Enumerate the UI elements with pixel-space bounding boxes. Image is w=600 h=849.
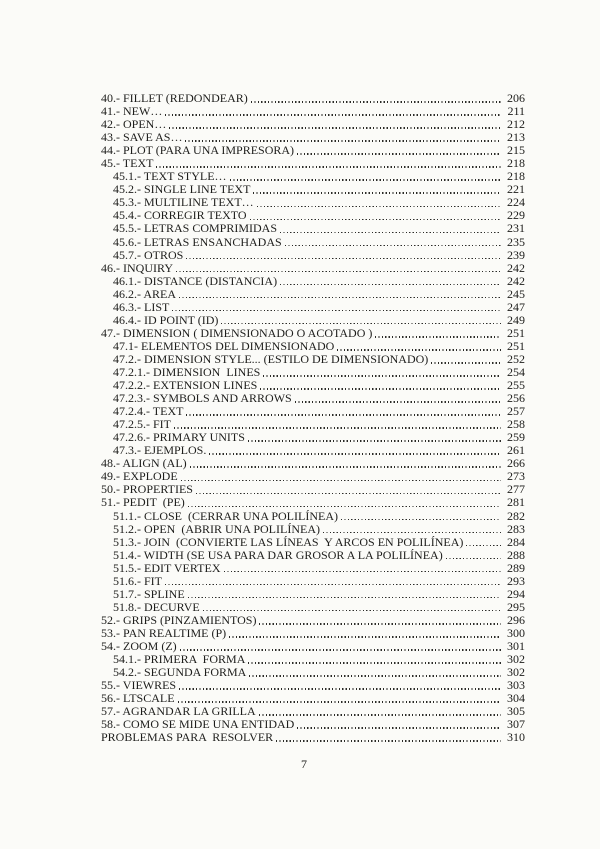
toc-leader-dots [246, 666, 504, 679]
toc-entry-page-number: 258 [507, 417, 525, 432]
toc-entry-label: 54.- ZOOM (Z) [101, 638, 177, 653]
toc-entry-page-number: 239 [507, 247, 525, 262]
toc-entry [101, 496, 525, 509]
toc-entry [101, 601, 525, 614]
toc-entry [101, 588, 525, 601]
toc-leader-dots [227, 170, 504, 183]
toc-entry-label: 46.- INQUIRY [101, 260, 173, 275]
toc-entry-page-number: 224 [507, 195, 525, 210]
toc-entry-label: 50.- PROPERTIES [101, 482, 193, 497]
toc-leader-dots [372, 327, 504, 340]
toc-entry-label: 45.3.- MULTILINE TEXT… [113, 195, 254, 210]
toc-entry-page-number: 305 [507, 704, 525, 719]
toc-entry-page-number: 301 [507, 638, 525, 653]
toc-entry-label: 45.- TEXT [101, 156, 154, 171]
toc-entry-label: 51.2.- OPEN (ABRIR UNA POLILÍNEA) [113, 521, 320, 536]
toc-entry-label: 47.2.3.- SYMBOLS AND ARROWS [113, 391, 292, 406]
toc-entry-page-number: 235 [507, 234, 525, 249]
toc-leader-dots [245, 653, 504, 666]
toc-entry-page-number: 304 [507, 691, 525, 706]
toc-leader-dots [185, 588, 504, 601]
toc-leader-dots [187, 457, 504, 470]
toc-entry-page-number: 255 [507, 378, 525, 393]
toc-leader-dots [248, 92, 504, 105]
toc-entry-label: 47.2.6.- PRIMARY UNITS [113, 430, 245, 445]
toc-entry-label: 51.7.- SPLINE [113, 586, 185, 601]
toc-entry [101, 144, 525, 157]
toc-entry-page-number: 242 [507, 260, 525, 275]
toc-entry-label: 53.- PAN REALTIME (P) [101, 625, 227, 640]
toc-entry-label: 46.4.- ID POINT (ID) [113, 312, 219, 327]
toc-entry-label: 43.- SAVE AS… [101, 130, 183, 145]
toc-leader-dots [166, 118, 504, 131]
toc-leader-dots [277, 222, 504, 235]
toc-leader-dots [182, 131, 504, 144]
toc-leader-dots [292, 392, 504, 405]
toc-entry-label: 47.2.2.- EXTENSION LINES [113, 378, 258, 393]
toc-leader-dots [200, 601, 504, 614]
toc-entry-label: 40.- FILLET (REDONDEAR) [101, 91, 248, 105]
toc-entry-label: 51.6.- FIT [113, 573, 162, 588]
toc-entry-page-number: 293 [507, 573, 525, 588]
toc-entry-label: 56.- LTSCALE [101, 691, 175, 706]
toc-entry-page-number: 283 [507, 521, 525, 536]
toc-leader-dots [338, 510, 504, 523]
toc-entry [101, 236, 525, 249]
toc-entry [101, 575, 525, 588]
toc-leader-dots [173, 262, 504, 275]
toc-entry-page-number: 218 [507, 156, 525, 171]
toc-entry-page-number: 277 [507, 482, 525, 497]
toc-entry-label: 54.1.- PRIMERA FORMA [113, 652, 246, 667]
toc-entry-page-number: 231 [507, 221, 525, 236]
toc-leader-dots [162, 105, 504, 118]
toc-entry-label: 41.- NEW… [101, 104, 163, 119]
toc-entry-page-number: 273 [507, 469, 525, 484]
toc-leader-dots [169, 301, 504, 314]
toc-entry [101, 222, 525, 235]
toc-leader-dots [177, 640, 504, 653]
toc-entry-label: 51.1.- CLOSE (CERRAR UNA POLILÍNEA) [113, 508, 338, 523]
toc-entry-page-number: 303 [507, 678, 525, 693]
toc-entry-page-number: 249 [507, 312, 525, 327]
toc-entry-page-number: 288 [507, 547, 525, 562]
toc-leader-dots [193, 483, 504, 496]
toc-entry [101, 627, 525, 640]
toc-entry-label: 47.- DIMENSION ( DIMENSIONADO O ACOTADO ) [101, 325, 373, 340]
toc-entry-page-number: 213 [507, 130, 525, 145]
toc-entry-page-number: 254 [507, 364, 525, 379]
toc-leader-dots [334, 340, 504, 353]
toc-leader-dots [282, 236, 504, 249]
toc-entry-label: 55.- VIEWRES [101, 678, 177, 693]
toc-entry-label: 46.2.- AREA [113, 286, 176, 301]
toc-leader-dots [175, 692, 504, 705]
toc-entry-page-number: 242 [507, 273, 525, 288]
toc-entry-label: 47.2.5.- FIT [113, 417, 171, 432]
toc-entry-label: 51.5.- EDIT VERTEX [113, 560, 221, 575]
toc-entry-label: 45.4.- CORREGIR TEXTO [113, 208, 247, 223]
toc-entry [101, 262, 525, 275]
toc-leader-dots [185, 496, 504, 509]
toc-entry-label: PROBLEMAS PARA RESOLVER [101, 730, 274, 745]
toc-entry-label: 47.1- ELEMENTOS DEL DIMENSIONADO [113, 338, 335, 353]
toc-entry-page-number: 251 [507, 338, 525, 353]
toc-entry-label: 51.3.- JOIN (CONVIERTE LAS LÍNEAS Y ARCOS EN POLILÍNEA) [113, 534, 464, 549]
toc-entry [101, 105, 525, 118]
toc-leader-dots [428, 353, 504, 366]
toc-entry-page-number: 266 [507, 456, 525, 471]
toc-entry-page-number: 296 [507, 612, 525, 627]
toc-entry [101, 92, 525, 105]
toc-leader-dots [443, 549, 504, 562]
toc-entry [101, 157, 525, 170]
toc-entry-label: 54.2.- SEGUNDA FORMA [113, 665, 247, 680]
toc-leader-dots [273, 731, 504, 744]
toc-entry-page-number: 247 [507, 299, 525, 314]
toc-entry-page-number: 261 [507, 443, 525, 458]
toc-entry-label: 51.8.- DECURVE [113, 599, 200, 614]
toc-entry-page-number: 251 [507, 325, 525, 340]
toc-entry-page-number: 212 [507, 117, 525, 132]
toc-entry-label: 45.5.- LETRAS COMPRIMIDAS [113, 221, 278, 236]
toc-leader-dots [245, 431, 504, 444]
toc-leader-dots [178, 470, 504, 483]
toc-leader-dots [183, 249, 504, 262]
toc-leader-dots [153, 157, 504, 170]
toc-entry-label: 57.- AGRANDAR LA GRILLA [101, 704, 256, 719]
toc-entry [101, 301, 525, 314]
toc-leader-dots [260, 366, 504, 379]
toc-entry-page-number: 307 [507, 717, 525, 732]
toc-entry-page-number: 300 [507, 625, 525, 640]
toc-entry [101, 731, 525, 744]
toc-leader-dots [294, 144, 504, 157]
toc-entry-page-number: 259 [507, 430, 525, 445]
toc-entry-page-number: 294 [507, 586, 525, 601]
toc-entry [101, 510, 525, 523]
toc-entry [101, 562, 525, 575]
toc-leader-dots [256, 705, 504, 718]
toc-entry-page-number: 302 [507, 652, 525, 667]
toc-entry-label: 51.- PEDIT (PE) [101, 495, 185, 510]
toc-leader-dots [171, 418, 504, 431]
toc-entry-label: 45.7.- OTROS [113, 247, 184, 262]
toc-entry-label: 52.- GRIPS (PINZAMIENTOS) [101, 612, 257, 627]
toc-entry [101, 523, 525, 536]
toc-entry [101, 275, 525, 288]
table-of-contents [101, 92, 525, 744]
toc-entry-page-number: 281 [507, 495, 525, 510]
toc-entry-label: 47.3.- EJEMPLOS. [113, 443, 207, 458]
toc-entry-page-number: 245 [507, 286, 525, 301]
toc-entry-label: 46.3.- LIST [113, 299, 170, 314]
toc-leader-dots [218, 314, 504, 327]
toc-entry-page-number: 289 [507, 560, 525, 575]
toc-leader-dots [221, 562, 505, 575]
toc-entry-page-number: 256 [507, 391, 525, 406]
toc-leader-dots [256, 614, 504, 627]
toc-entry-page-number: 310 [507, 730, 525, 745]
toc-entry-page-number: 302 [507, 665, 525, 680]
toc-entry-label: 47.2.4.- TEXT [113, 404, 184, 419]
toc-entry-label: 44.- PLOT (PARA UNA IMPRESORA) [101, 143, 295, 158]
toc-entry [101, 536, 525, 549]
toc-entry-page-number: 206 [507, 91, 525, 105]
toc-entry-label: 42.- OPEN… [101, 117, 167, 132]
page-number: 7 [301, 757, 307, 771]
toc-leader-dots [162, 575, 504, 588]
toc-entry [101, 327, 525, 340]
toc-entry [101, 249, 525, 262]
toc-entry-page-number: 211 [507, 104, 525, 119]
toc-leader-dots [176, 679, 504, 692]
toc-entry [101, 314, 525, 327]
toc-leader-dots [247, 209, 504, 222]
toc-entry-page-number: 221 [507, 182, 525, 197]
toc-leader-dots [294, 718, 504, 731]
toc-entry-page-number: 295 [507, 599, 525, 614]
toc-entry [101, 614, 525, 627]
toc-leader-dots [257, 379, 504, 392]
toc-entry-page-number: 257 [507, 404, 525, 419]
toc-entry-label: 45.2.- SINGLE LINE TEXT [113, 182, 251, 197]
toc-entry-label: 47.2.- DIMENSION STYLE... (ESTILO DE DIMENSIONADO) [113, 351, 429, 366]
toc-entry-page-number: 229 [507, 208, 525, 223]
toc-entry-page-number: 284 [507, 534, 525, 549]
toc-leader-dots [183, 405, 504, 418]
toc-leader-dots [277, 275, 504, 288]
toc-leader-dots [250, 183, 504, 196]
toc-leader-dots [254, 196, 504, 209]
toc-entry [101, 288, 525, 301]
toc-entry-label: 45.1.- TEXT STYLE… [113, 169, 227, 184]
toc-entry [101, 549, 525, 562]
toc-entry-page-number: 282 [507, 508, 525, 523]
toc-leader-dots [176, 288, 504, 301]
toc-entry-page-number: 252 [507, 351, 525, 366]
toc-leader-dots [206, 444, 504, 457]
toc-entry-page-number: 218 [507, 169, 525, 184]
toc-entry-label: 51.4.- WIDTH (SE USA PARA DAR GROSOR A LA POLILÍNEA) [113, 547, 443, 562]
toc-entry-label: 48.- ALIGN (AL) [101, 456, 187, 471]
toc-leader-dots [226, 627, 504, 640]
toc-entry [101, 340, 525, 353]
toc-entry-label: 46.1.- DISTANCE (DISTANCIA) [113, 273, 278, 288]
page-footer [0, 757, 600, 771]
toc-leader-dots [463, 536, 504, 549]
toc-leader-dots [320, 523, 504, 536]
toc-entry-label: 45.6.- LETRAS ENSANCHADAS [113, 234, 282, 249]
toc-entry-label: 47.2.1.- DIMENSION LINES [113, 364, 261, 379]
toc-entry-label: 49.- EXPLODE [101, 469, 178, 484]
toc-entry-label: 58.- COMO SE MIDE UNA ENTIDAD [101, 717, 295, 732]
toc-entry-page-number: 215 [507, 143, 525, 158]
